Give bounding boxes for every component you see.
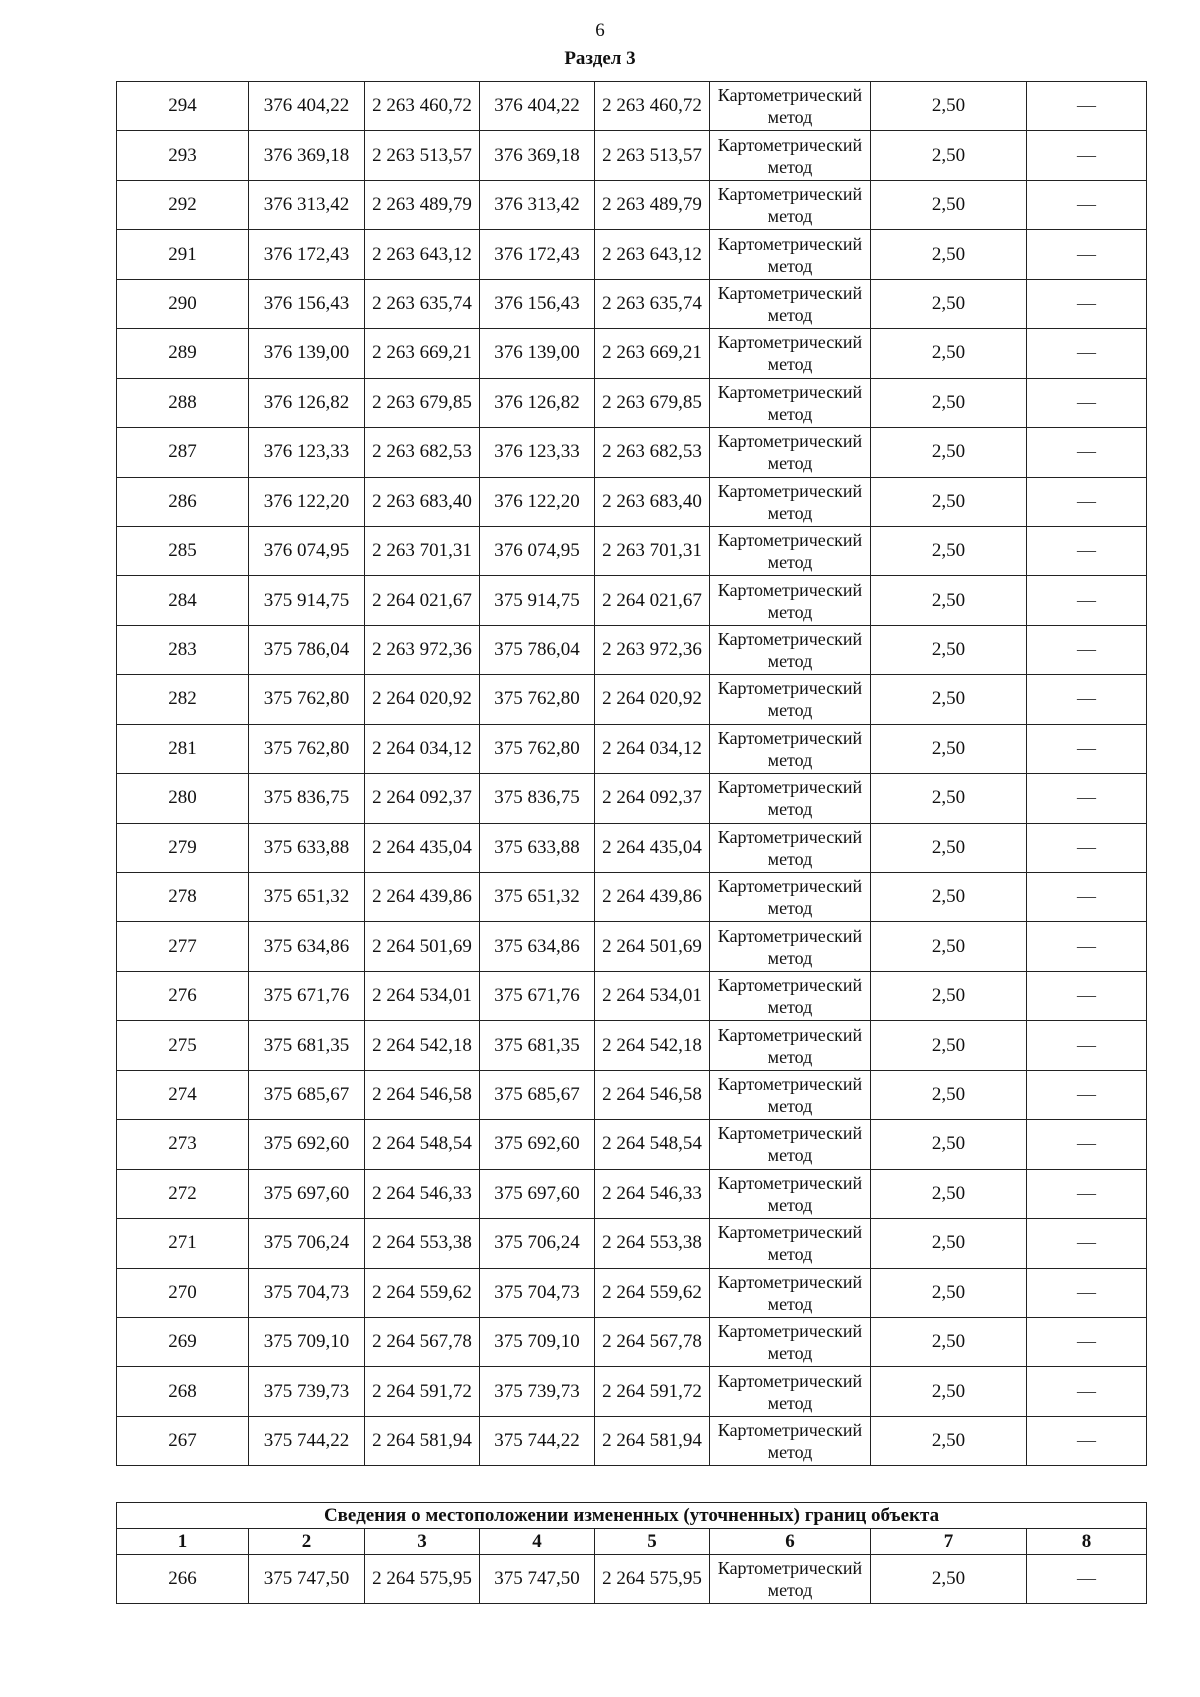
cell-note: — [1027, 428, 1147, 477]
cell-note: — [1027, 823, 1147, 872]
cell-method: Картометрический метод [710, 1416, 871, 1465]
cell-x-old: 375 744,22 [249, 1416, 365, 1465]
cell-point-number: 276 [117, 971, 249, 1020]
cell-x-new: 376 139,00 [480, 329, 595, 378]
cell-x-new: 375 914,75 [480, 576, 595, 625]
cell-accuracy: 2,50 [871, 131, 1027, 180]
cell-x-old: 375 762,80 [249, 724, 365, 773]
column-number: 1 [117, 1529, 249, 1555]
cell-point-number: 289 [117, 329, 249, 378]
cell-point-number: 280 [117, 774, 249, 823]
cell-point-number: 278 [117, 873, 249, 922]
cell-accuracy: 2,50 [871, 1021, 1027, 1070]
cell-point-number: 277 [117, 922, 249, 971]
cell-note: — [1027, 576, 1147, 625]
cell-x-new: 375 704,73 [480, 1268, 595, 1317]
table-row [117, 724, 1147, 773]
cell-method: Картометрический метод [710, 428, 871, 477]
cell-method: Картометрический метод [710, 1120, 871, 1169]
cell-method: Картометрический метод [710, 1070, 871, 1119]
cell-y-old: 2 264 575,95 [365, 1555, 480, 1604]
table-row [117, 1367, 1147, 1416]
cell-y-old: 2 264 591,72 [365, 1367, 480, 1416]
cell-point-number: 279 [117, 823, 249, 872]
cell-note: — [1027, 1416, 1147, 1465]
cell-y-old: 2 263 635,74 [365, 279, 480, 328]
cell-method: Картометрический метод [710, 526, 871, 575]
table-row [117, 625, 1147, 674]
cell-point-number: 272 [117, 1169, 249, 1218]
cell-y-new: 2 264 581,94 [595, 1416, 710, 1465]
table-row [117, 1219, 1147, 1268]
cell-y-new: 2 264 575,95 [595, 1555, 710, 1604]
column-number: 5 [595, 1529, 710, 1555]
cell-x-old: 376 404,22 [249, 82, 365, 131]
cell-x-old: 376 122,20 [249, 477, 365, 526]
cell-y-old: 2 264 553,38 [365, 1219, 480, 1268]
column-number: 3 [365, 1529, 480, 1555]
cell-x-old: 376 313,42 [249, 180, 365, 229]
cell-method: Картометрический метод [710, 180, 871, 229]
cell-x-old: 375 914,75 [249, 576, 365, 625]
cell-point-number: 267 [117, 1416, 249, 1465]
cell-point-number: 271 [117, 1219, 249, 1268]
cell-x-old: 376 172,43 [249, 230, 365, 279]
column-number: 8 [1027, 1529, 1147, 1555]
cell-x-new: 375 747,50 [480, 1555, 595, 1604]
cell-method: Картометрический метод [710, 477, 871, 526]
table-row [117, 774, 1147, 823]
cell-x-new: 375 744,22 [480, 1416, 595, 1465]
cell-y-old: 2 264 439,86 [365, 873, 480, 922]
cell-x-new: 375 633,88 [480, 823, 595, 872]
cell-accuracy: 2,50 [871, 428, 1027, 477]
cell-y-old: 2 263 489,79 [365, 180, 480, 229]
cell-accuracy: 2,50 [871, 774, 1027, 823]
cell-note: — [1027, 1317, 1147, 1366]
cell-y-new: 2 264 020,92 [595, 675, 710, 724]
cell-method: Картометрический метод [710, 922, 871, 971]
cell-y-new: 2 263 701,31 [595, 526, 710, 575]
cell-y-new: 2 264 546,58 [595, 1070, 710, 1119]
cell-method: Картометрический метод [710, 1367, 871, 1416]
coordinates-table [116, 81, 1147, 1466]
cell-accuracy: 2,50 [871, 873, 1027, 922]
cell-point-number: 282 [117, 675, 249, 724]
cell-x-new: 376 123,33 [480, 428, 595, 477]
section-title: Раздел 3 [564, 48, 636, 69]
cell-method: Картометрический метод [710, 823, 871, 872]
cell-y-old: 2 263 683,40 [365, 477, 480, 526]
cell-method: Картометрический метод [710, 131, 871, 180]
table-row [117, 428, 1147, 477]
cell-x-new: 376 172,43 [480, 230, 595, 279]
cell-method: Картометрический метод [710, 774, 871, 823]
cell-x-old: 375 739,73 [249, 1367, 365, 1416]
cell-point-number: 266 [117, 1555, 249, 1604]
cell-x-old: 375 706,24 [249, 1219, 365, 1268]
cell-method: Картометрический метод [710, 971, 871, 1020]
table-row [117, 675, 1147, 724]
cell-y-old: 2 264 435,04 [365, 823, 480, 872]
cell-accuracy: 2,50 [871, 477, 1027, 526]
cell-x-new: 375 709,10 [480, 1317, 595, 1366]
cell-x-old: 375 704,73 [249, 1268, 365, 1317]
cell-x-old: 375 634,86 [249, 922, 365, 971]
cell-x-new: 375 634,86 [480, 922, 595, 971]
cell-note: — [1027, 1021, 1147, 1070]
cell-accuracy: 2,50 [871, 1268, 1027, 1317]
cell-note: — [1027, 180, 1147, 229]
cell-y-old: 2 264 021,67 [365, 576, 480, 625]
cell-x-old: 376 126,82 [249, 378, 365, 427]
cell-y-new: 2 264 435,04 [595, 823, 710, 872]
cell-note: — [1027, 526, 1147, 575]
cell-accuracy: 2,50 [871, 1219, 1027, 1268]
cell-method: Картометрический метод [710, 82, 871, 131]
cell-y-old: 2 264 546,58 [365, 1070, 480, 1119]
cell-y-old: 2 264 581,94 [365, 1416, 480, 1465]
cell-method: Картометрический метод [710, 675, 871, 724]
cell-y-old: 2 263 701,31 [365, 526, 480, 575]
changed-boundaries-table [116, 1502, 1147, 1604]
cell-x-new: 375 706,24 [480, 1219, 595, 1268]
cell-y-old: 2 264 567,78 [365, 1317, 480, 1366]
info-table-title: Сведения о местоположении измененных (уточненных) границ объекта [117, 1503, 1147, 1529]
cell-method: Картометрический метод [710, 230, 871, 279]
cell-x-new: 375 671,76 [480, 971, 595, 1020]
cell-x-old: 375 786,04 [249, 625, 365, 674]
cell-accuracy: 2,50 [871, 1120, 1027, 1169]
cell-note: — [1027, 1070, 1147, 1119]
cell-accuracy: 2,50 [871, 625, 1027, 674]
cell-y-new: 2 264 546,33 [595, 1169, 710, 1218]
cell-y-new: 2 264 542,18 [595, 1021, 710, 1070]
cell-note: — [1027, 1367, 1147, 1416]
cell-y-new: 2 263 679,85 [595, 378, 710, 427]
cell-note: — [1027, 971, 1147, 1020]
cell-y-old: 2 264 559,62 [365, 1268, 480, 1317]
cell-note: — [1027, 1219, 1147, 1268]
cell-note: — [1027, 873, 1147, 922]
table-row [117, 1317, 1147, 1366]
cell-y-new: 2 263 513,57 [595, 131, 710, 180]
cell-y-new: 2 263 669,21 [595, 329, 710, 378]
cell-point-number: 275 [117, 1021, 249, 1070]
cell-note: — [1027, 774, 1147, 823]
cell-accuracy: 2,50 [871, 279, 1027, 328]
cell-point-number: 293 [117, 131, 249, 180]
page-number: 6 [595, 20, 605, 41]
cell-y-old: 2 263 682,53 [365, 428, 480, 477]
cell-point-number: 284 [117, 576, 249, 625]
cell-x-old: 375 747,50 [249, 1555, 365, 1604]
cell-x-new: 375 739,73 [480, 1367, 595, 1416]
table-row [117, 922, 1147, 971]
cell-y-new: 2 264 501,69 [595, 922, 710, 971]
cell-point-number: 283 [117, 625, 249, 674]
cell-note: — [1027, 329, 1147, 378]
cell-x-new: 376 126,82 [480, 378, 595, 427]
cell-y-new: 2 264 548,54 [595, 1120, 710, 1169]
cell-point-number: 290 [117, 279, 249, 328]
cell-note: — [1027, 922, 1147, 971]
cell-x-new: 375 836,75 [480, 774, 595, 823]
cell-y-old: 2 264 034,12 [365, 724, 480, 773]
cell-note: — [1027, 477, 1147, 526]
cell-x-old: 375 692,60 [249, 1120, 365, 1169]
cell-x-new: 376 074,95 [480, 526, 595, 575]
cell-note: — [1027, 279, 1147, 328]
table-row [117, 329, 1147, 378]
cell-x-new: 376 156,43 [480, 279, 595, 328]
cell-point-number: 273 [117, 1120, 249, 1169]
cell-x-new: 375 681,35 [480, 1021, 595, 1070]
cell-y-new: 2 264 021,67 [595, 576, 710, 625]
column-number: 6 [710, 1529, 871, 1555]
cell-x-old: 376 074,95 [249, 526, 365, 575]
cell-x-old: 375 671,76 [249, 971, 365, 1020]
cell-accuracy: 2,50 [871, 1416, 1027, 1465]
cell-note: — [1027, 1120, 1147, 1169]
table-row [117, 1120, 1147, 1169]
cell-accuracy: 2,50 [871, 180, 1027, 229]
table-row [117, 477, 1147, 526]
cell-note: — [1027, 675, 1147, 724]
cell-x-old: 376 139,00 [249, 329, 365, 378]
cell-method: Картометрический метод [710, 576, 871, 625]
cell-accuracy: 2,50 [871, 82, 1027, 131]
cell-x-old: 375 697,60 [249, 1169, 365, 1218]
cell-point-number: 268 [117, 1367, 249, 1416]
cell-x-new: 375 762,80 [480, 724, 595, 773]
cell-method: Картометрический метод [710, 1555, 871, 1604]
table-row [117, 576, 1147, 625]
cell-y-old: 2 263 460,72 [365, 82, 480, 131]
cell-y-new: 2 263 682,53 [595, 428, 710, 477]
cell-y-new: 2 263 643,12 [595, 230, 710, 279]
table-row [117, 1555, 1147, 1604]
table-row [117, 1070, 1147, 1119]
cell-x-new: 375 651,32 [480, 873, 595, 922]
cell-point-number: 274 [117, 1070, 249, 1119]
cell-accuracy: 2,50 [871, 230, 1027, 279]
table-row [117, 279, 1147, 328]
cell-y-new: 2 264 559,62 [595, 1268, 710, 1317]
cell-point-number: 286 [117, 477, 249, 526]
cell-y-new: 2 263 972,36 [595, 625, 710, 674]
cell-accuracy: 2,50 [871, 724, 1027, 773]
cell-point-number: 287 [117, 428, 249, 477]
cell-accuracy: 2,50 [871, 1317, 1027, 1366]
table-row [117, 873, 1147, 922]
cell-y-new: 2 263 489,79 [595, 180, 710, 229]
cell-y-new: 2 264 439,86 [595, 873, 710, 922]
cell-point-number: 294 [117, 82, 249, 131]
cell-accuracy: 2,50 [871, 1070, 1027, 1119]
cell-y-old: 2 263 513,57 [365, 131, 480, 180]
cell-y-new: 2 264 591,72 [595, 1367, 710, 1416]
cell-method: Картометрический метод [710, 1219, 871, 1268]
cell-y-old: 2 264 501,69 [365, 922, 480, 971]
cell-method: Картометрический метод [710, 329, 871, 378]
cell-method: Картометрический метод [710, 279, 871, 328]
cell-y-new: 2 264 034,12 [595, 724, 710, 773]
cell-note: — [1027, 82, 1147, 131]
cell-x-new: 375 692,60 [480, 1120, 595, 1169]
cell-y-old: 2 263 679,85 [365, 378, 480, 427]
cell-accuracy: 2,50 [871, 329, 1027, 378]
info-table-title-row [117, 1503, 1147, 1529]
column-number: 2 [249, 1529, 365, 1555]
column-number-row [117, 1529, 1147, 1555]
cell-note: — [1027, 1268, 1147, 1317]
cell-note: — [1027, 378, 1147, 427]
cell-note: — [1027, 1169, 1147, 1218]
table-row [117, 971, 1147, 1020]
cell-method: Картометрический метод [710, 873, 871, 922]
table-row [117, 82, 1147, 131]
cell-accuracy: 2,50 [871, 1367, 1027, 1416]
cell-point-number: 288 [117, 378, 249, 427]
cell-note: — [1027, 230, 1147, 279]
cell-x-old: 376 369,18 [249, 131, 365, 180]
cell-point-number: 292 [117, 180, 249, 229]
table-row [117, 1268, 1147, 1317]
cell-x-old: 375 651,32 [249, 873, 365, 922]
cell-method: Картометрический метод [710, 1317, 871, 1366]
cell-y-new: 2 263 683,40 [595, 477, 710, 526]
cell-method: Картометрический метод [710, 378, 871, 427]
cell-x-old: 375 633,88 [249, 823, 365, 872]
cell-point-number: 291 [117, 230, 249, 279]
cell-point-number: 270 [117, 1268, 249, 1317]
cell-method: Картометрический метод [710, 724, 871, 773]
cell-note: — [1027, 1555, 1147, 1604]
cell-y-old: 2 264 020,92 [365, 675, 480, 724]
column-number: 4 [480, 1529, 595, 1555]
table-row [117, 823, 1147, 872]
table-row [117, 230, 1147, 279]
cell-x-new: 375 685,67 [480, 1070, 595, 1119]
cell-accuracy: 2,50 [871, 823, 1027, 872]
cell-accuracy: 2,50 [871, 1169, 1027, 1218]
cell-x-new: 376 369,18 [480, 131, 595, 180]
cell-accuracy: 2,50 [871, 378, 1027, 427]
cell-method: Картометрический метод [710, 625, 871, 674]
column-number: 7 [871, 1529, 1027, 1555]
table-row [117, 526, 1147, 575]
cell-y-new: 2 264 534,01 [595, 971, 710, 1020]
cell-y-old: 2 263 972,36 [365, 625, 480, 674]
table-row [117, 1416, 1147, 1465]
cell-x-old: 376 123,33 [249, 428, 365, 477]
cell-y-old: 2 263 669,21 [365, 329, 480, 378]
table-row [117, 131, 1147, 180]
cell-x-new: 375 786,04 [480, 625, 595, 674]
cell-note: — [1027, 724, 1147, 773]
table-row [117, 180, 1147, 229]
cell-point-number: 285 [117, 526, 249, 575]
cell-method: Картометрический метод [710, 1021, 871, 1070]
table-row [117, 1169, 1147, 1218]
cell-y-old: 2 264 542,18 [365, 1021, 480, 1070]
cell-accuracy: 2,50 [871, 971, 1027, 1020]
cell-x-new: 376 404,22 [480, 82, 595, 131]
cell-accuracy: 2,50 [871, 922, 1027, 971]
cell-accuracy: 2,50 [871, 675, 1027, 724]
cell-y-new: 2 264 567,78 [595, 1317, 710, 1366]
cell-accuracy: 2,50 [871, 526, 1027, 575]
cell-x-old: 375 681,35 [249, 1021, 365, 1070]
cell-y-new: 2 264 092,37 [595, 774, 710, 823]
cell-y-old: 2 264 534,01 [365, 971, 480, 1020]
cell-point-number: 281 [117, 724, 249, 773]
cell-method: Картометрический метод [710, 1268, 871, 1317]
cell-x-old: 375 762,80 [249, 675, 365, 724]
cell-x-old: 375 836,75 [249, 774, 365, 823]
cell-x-old: 376 156,43 [249, 279, 365, 328]
cell-x-old: 375 685,67 [249, 1070, 365, 1119]
cell-y-old: 2 264 092,37 [365, 774, 480, 823]
cell-accuracy: 2,50 [871, 1555, 1027, 1604]
cell-y-old: 2 264 546,33 [365, 1169, 480, 1218]
cell-note: — [1027, 625, 1147, 674]
cell-x-new: 376 122,20 [480, 477, 595, 526]
cell-y-new: 2 264 553,38 [595, 1219, 710, 1268]
cell-x-new: 376 313,42 [480, 180, 595, 229]
cell-point-number: 269 [117, 1317, 249, 1366]
cell-y-new: 2 263 635,74 [595, 279, 710, 328]
cell-x-new: 375 697,60 [480, 1169, 595, 1218]
cell-y-new: 2 263 460,72 [595, 82, 710, 131]
table-row [117, 1021, 1147, 1070]
cell-method: Картометрический метод [710, 1169, 871, 1218]
cell-x-new: 375 762,80 [480, 675, 595, 724]
cell-x-old: 375 709,10 [249, 1317, 365, 1366]
table-row [117, 378, 1147, 427]
cell-y-old: 2 263 643,12 [365, 230, 480, 279]
cell-note: — [1027, 131, 1147, 180]
cell-y-old: 2 264 548,54 [365, 1120, 480, 1169]
cell-accuracy: 2,50 [871, 576, 1027, 625]
